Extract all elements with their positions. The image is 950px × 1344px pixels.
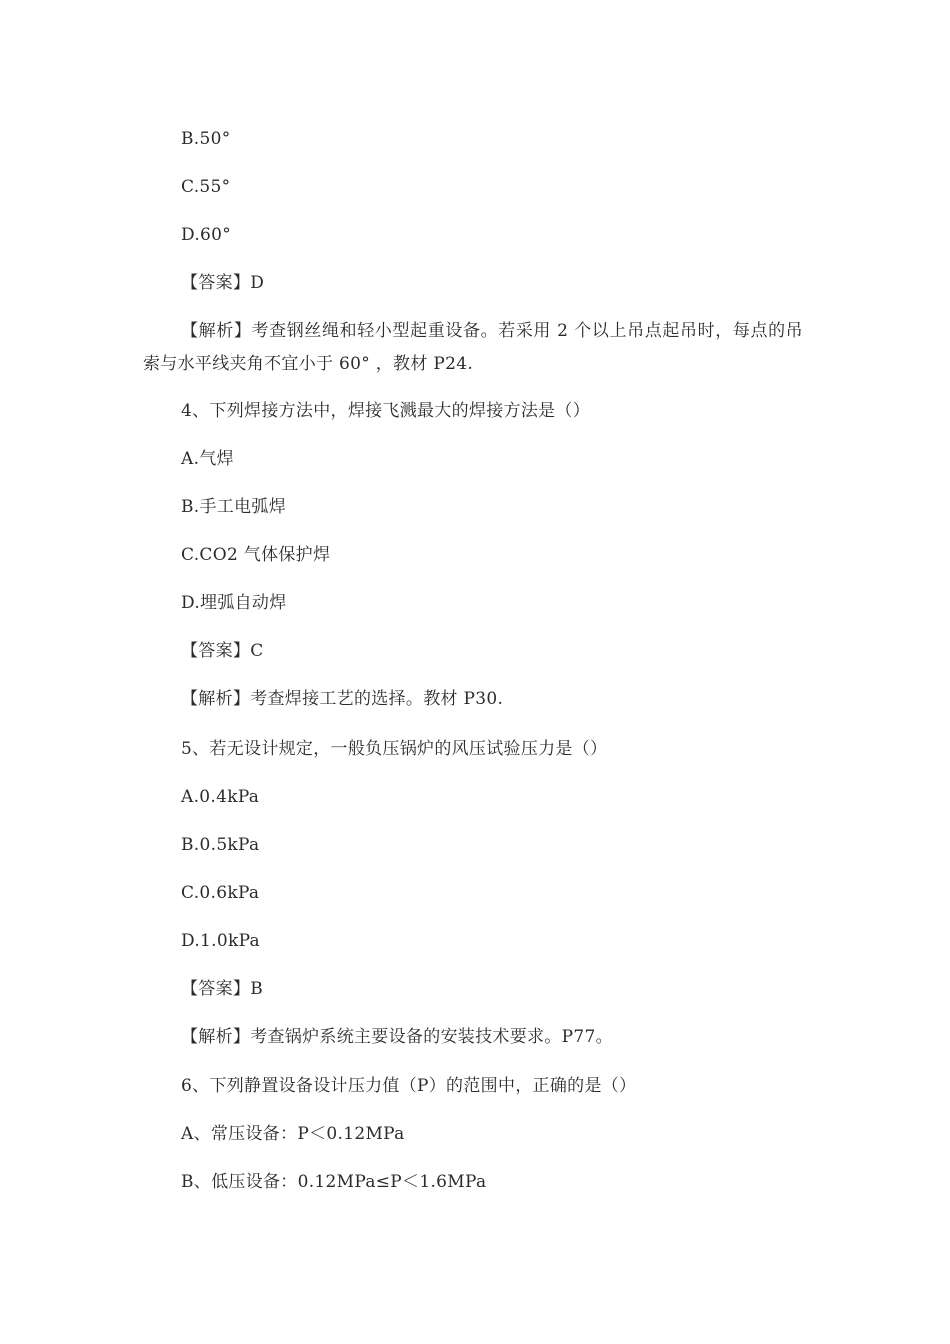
q4-stem: 4、下列焊接方法中，焊接飞溅最大的焊接方法是（） [181,401,591,421]
q5-option-c: C.0.6kPa [181,883,260,903]
q6-option-b: B、低压设备：0.12MPa≤P＜1.6MPa [181,1172,487,1192]
q3-option-c: C.55° [181,177,231,197]
q4-option-d: D.埋弧自动焊 [181,593,287,613]
q6-option-a: A、常压设备：P＜0.12MPa [181,1124,405,1144]
q5-option-b: B.0.5kPa [181,835,260,855]
q4-analysis: 【解析】考查焊接工艺的选择。教材 P30. [181,689,504,709]
q3-analysis: 【解析】考查钢丝绳和轻小型起重设备。若采用 2 个以上吊点起吊时，每点的吊索与水平线夹角不宜小于 60° ，教材 P24. [143,321,803,374]
q5-option-d: D.1.0kPa [181,931,260,951]
q5-analysis: 【解析】考查锅炉系统主要设备的安装技术要求。P77。 [181,1027,613,1047]
q4-option-a: A.气焊 [181,449,234,469]
q4-answer: 【答案】C [181,641,264,661]
q3-option-b: B.50° [181,129,231,149]
q4-option-c: C.CO2 气体保护焊 [181,545,331,565]
q5-stem: 5、若无设计规定，一般负压锅炉的风压试验压力是（） [181,739,608,759]
q5-answer: 【答案】B [181,979,263,999]
q6-stem: 6、下列静置设备设计压力值（P）的范围中，正确的是（） [181,1076,637,1096]
q5-option-a: A.0.4kPa [181,787,260,807]
q4-option-b: B.手工电弧焊 [181,497,286,517]
q3-option-d: D.60° [181,225,232,245]
q3-answer: 【答案】D [181,273,265,293]
